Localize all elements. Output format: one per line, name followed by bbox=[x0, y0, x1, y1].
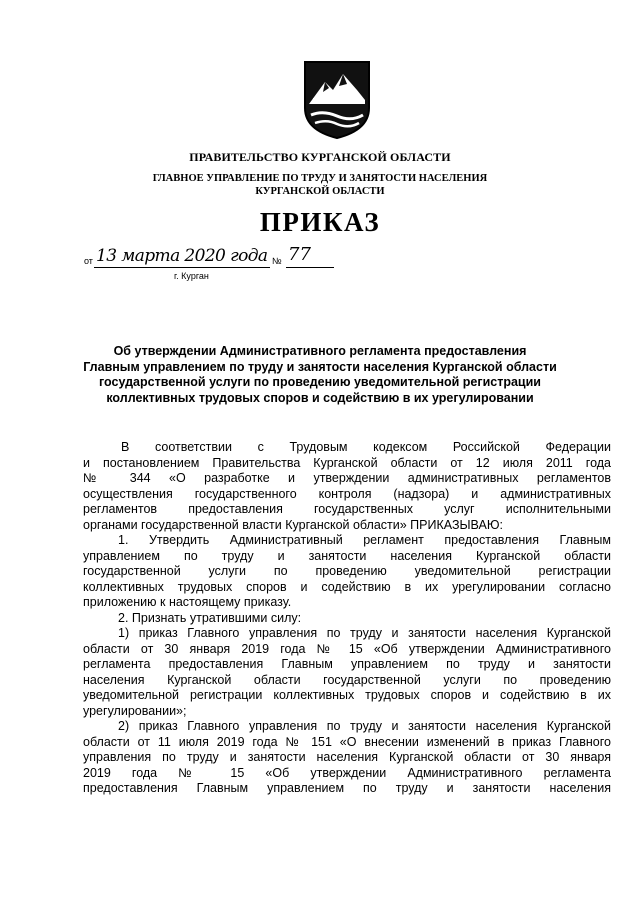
body-line: населения Курганской области государственной услуги по проведению bbox=[83, 672, 611, 687]
body-line: 1) приказ Главного управления по труду и занятости населения Курганской bbox=[118, 626, 611, 640]
order-body bbox=[83, 440, 611, 797]
department-name-line-2: КУРГАНСКОЙ ОБЛАСТИ bbox=[255, 186, 385, 197]
body-line: В соответствии с Трудовым кодексом Российской Федерации bbox=[121, 440, 611, 454]
government-name: ПРАВИТЕЛЬСТВО КУРГАНСКОЙ ОБЛАСТИ bbox=[189, 150, 451, 164]
body-line: управлением по труду и занятости населения Курганской области bbox=[83, 548, 611, 563]
body-line: уведомительной регистрации коллективных трудовых споров и содействию в их bbox=[83, 688, 611, 702]
handwritten-date: 13 марта 2020 года bbox=[96, 246, 268, 266]
body-line: приложению к настоящему приказу. bbox=[83, 595, 292, 609]
number-label: № bbox=[272, 256, 282, 266]
city-label: г. Курган bbox=[174, 271, 209, 281]
body-line: органами государственной власти Курганской области» ПРИКАЗЫВАЮ: bbox=[83, 517, 503, 532]
date-from-label: от bbox=[84, 256, 93, 266]
body-line: 2) приказ Главного управления по труду и занятости населения Курганской bbox=[118, 719, 611, 733]
body-line: государственной услуги по проведению уведомительной регистрации bbox=[83, 564, 611, 578]
body-line: предоставления Главным управлением по труду и занятости населения bbox=[83, 781, 611, 795]
body-line: 1. Утвердить Административный регламент предоставления Главным bbox=[118, 533, 611, 547]
body-line: осуществления государственного контроля (надзора) и административных bbox=[83, 486, 611, 501]
title-line: коллективных трудовых споров и содействию в их урегулировании bbox=[106, 390, 534, 405]
order-title bbox=[60, 344, 580, 406]
number-underline bbox=[286, 267, 334, 268]
body-line: области от 30 января 2019 года № 15 «Об утверждении Административного bbox=[83, 641, 611, 656]
date-underline bbox=[94, 267, 270, 268]
body-line: регламентов предоставления государственных услуг исполнительными bbox=[83, 502, 611, 516]
body-line: урегулировании»; bbox=[83, 703, 187, 718]
body-line: регламента предоставления Главным управлением по труду и занятости bbox=[83, 657, 611, 671]
title-line: государственной услуги по проведению уведомительной регистрации bbox=[99, 375, 541, 389]
body-line: 2. Признать утратившими силу: bbox=[118, 610, 302, 625]
title-line: Главным управлением по труду и занятости населения Курганской области bbox=[83, 359, 557, 374]
title-line: Об утверждении Административного регламента предоставления bbox=[113, 344, 527, 358]
body-line: № 344 «О разработке и утверждении административных регламентов bbox=[83, 471, 611, 485]
document-type-heading: ПРИКАЗ bbox=[259, 207, 381, 237]
date-number-line bbox=[84, 244, 344, 284]
body-line: управления по труду и занятости населения Курганской области от 30 января bbox=[83, 750, 611, 764]
handwritten-number: 77 bbox=[288, 244, 311, 265]
coat-of-arms-icon bbox=[303, 60, 371, 140]
body-line: области от 11 июля 2019 года № 151 «О внесении изменений в приказ Главного bbox=[83, 734, 611, 749]
body-line: и постановлением Правительства Курганской области от 12 июля 2011 года bbox=[83, 455, 611, 470]
body-line: коллективных трудовых споров и содействию в их урегулировании согласно bbox=[83, 579, 611, 594]
department-name-line-1: ГЛАВНОЕ УПРАВЛЕНИЕ ПО ТРУДУ И ЗАНЯТОСТИ НАСЕЛЕНИЯ bbox=[152, 173, 488, 184]
body-line: 2019 года № 15 «Об утверждении Административного регламента bbox=[83, 765, 611, 780]
